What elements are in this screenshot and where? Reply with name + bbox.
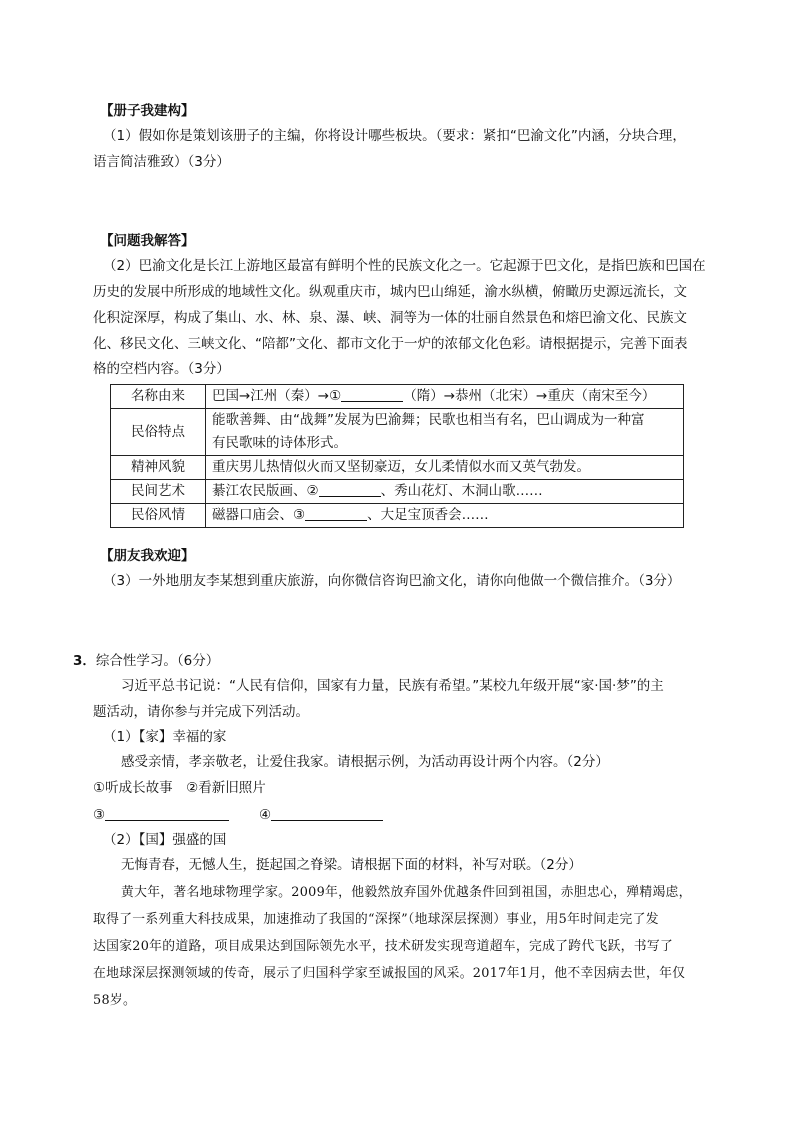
section-heading-booklet: 【册子我建构】: [100, 103, 195, 119]
table-row: [111, 409, 684, 456]
section-heading-questions: 【问题我解答】: [100, 233, 195, 249]
question-3-title: 3．综合性学习。（6分）: [73, 653, 220, 669]
row-content: 能歌善舞、由“战舞”发展为巴渝舞；民歌也相当有名，巴山调成为一种富 有民歌味的诗体形式。: [206, 409, 684, 456]
answer-blank-2[interactable]: [319, 481, 381, 497]
row-content: 綦江农民版画、② 、秀山花灯、木洞山歌……: [206, 480, 684, 504]
table-row: [111, 480, 684, 504]
row-label: 精神风貌: [111, 456, 206, 480]
row-label: 民俗风情: [111, 504, 206, 528]
question-1-line: （1）假如你是策划该册子的主编，你将设计哪些板块。（要求：紧扣“巴渝文化”内涵，分块合理，: [103, 128, 686, 144]
part-1-text: 感受亲情，孝亲敬老，让爱住我家。请根据示例，为活动再设计两个内容。（2分）: [121, 754, 609, 770]
answer-blank-1[interactable]: [341, 386, 403, 402]
intro-line: 题活动，请你参与并完成下列活动。: [93, 704, 309, 720]
row-label: 名称由来: [111, 385, 206, 409]
culture-table: [110, 384, 684, 528]
paragraph-line: 格的空档内容。（3分）: [93, 361, 230, 377]
material-line: 取得了一系列重大科技成果，加速推动了我国的“深探”（地球深层探测）事业，用5年时间走完了发: [93, 912, 659, 927]
table-row: [111, 385, 684, 409]
part-2-text: 无悔青春，无憾人生，挺起国之脊梁。请根据下面的材料，补写对联。（2分）: [121, 857, 582, 873]
intro-line: 习近平总书记说：“人民有信仰，国家有力量，民族有希望。”某校九年级开展“家·国·梦”的主: [121, 678, 664, 694]
part-2-heading: （2）【国】强盛的国: [103, 832, 227, 848]
question-3-line: （3）一外地朋友李某想到重庆旅游，向你微信咨询巴渝文化，请你向他做一个微信推介。（3分）: [103, 573, 681, 589]
material-line: 达国家20年的道路，项目成果达到国际领先水平，技术研发实现弯道超车，完成了跨代飞跃，书写了: [93, 939, 674, 954]
paragraph-line: 化积淀深厚，构成了集山、水、林、泉、瀑、峡、洞等为一体的壮丽自然景色和熔巴渝文化、民族文: [93, 310, 687, 326]
paragraph-line: （2）巴渝文化是长江上游地区最富有鲜明个性的民族文化之一。它起源于巴文化，是指巴族和巴国在: [103, 258, 706, 274]
section-heading-friend: 【朋友我欢迎】: [100, 548, 195, 564]
row-label: 民俗特点: [111, 409, 206, 456]
paragraph-line: 历史的发展中所形成的地域性文化。纵观重庆市，城内巴山绵延，渝水纵横，俯瞰历史源远流长，文: [93, 284, 687, 300]
table-row: [111, 456, 684, 480]
row-label: 民间艺术: [111, 480, 206, 504]
answer-blank-item-3[interactable]: [105, 805, 229, 821]
question-1-line: 语言简洁雅致）（3分）: [93, 154, 230, 170]
answer-blank-item-4[interactable]: [271, 805, 383, 821]
example-items: ①听成长故事 ②看新旧照片: [93, 780, 266, 796]
row-content: 磁器口庙会、③ 、大足宝顶香会……: [206, 504, 684, 528]
row-content: 重庆男儿热情似火而又坚韧豪迈，女儿柔情似水而又英气勃发。: [206, 456, 684, 480]
answer-line-4: ④: [259, 805, 383, 825]
material-line: 58岁。: [93, 993, 137, 1008]
part-1-heading: （1）【家】幸福的家: [103, 729, 227, 745]
answer-blank-3[interactable]: [305, 505, 367, 521]
paragraph-line: 化、移民文化、三峡文化、“陪都”文化、都市文化于一炉的浓郁文化色彩。请根据提示，完善下面表: [93, 336, 688, 352]
row-content: 巴国→江州（秦）→① （隋）→恭州（北宋）→重庆（南宋至今）: [206, 385, 684, 409]
material-line: 在地球深层探测领域的传奇，展示了归国科学家至诚报国的风采。2017年1月，他不幸因病去世，年仅: [93, 966, 686, 981]
material-line: 黄大年，著名地球物理学家。2009年，他毅然放弃国外优越条件回到祖国，赤胆忠心，殚精竭虑，: [121, 885, 692, 900]
answer-line-3: ③: [93, 805, 229, 825]
table-row: [111, 504, 684, 528]
